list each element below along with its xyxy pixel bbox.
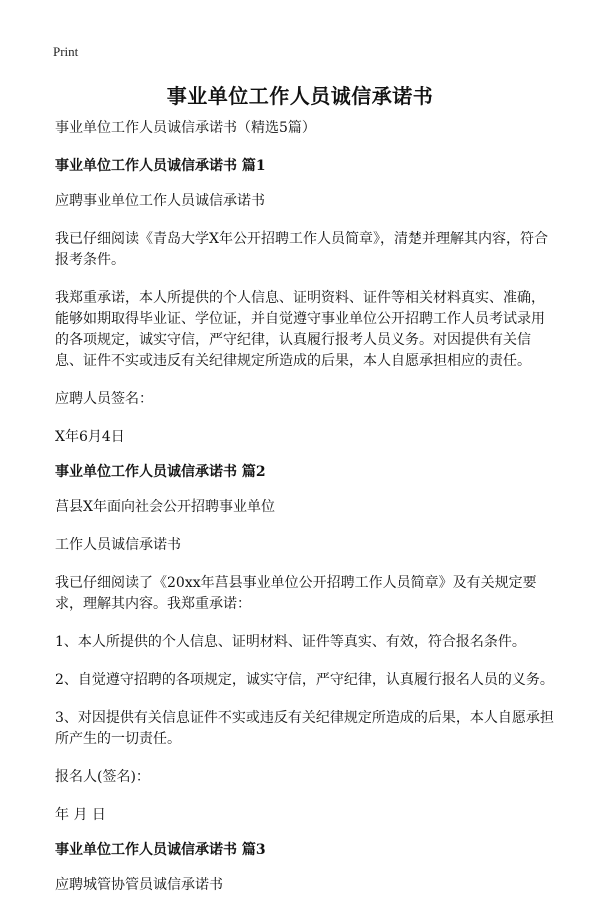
section-3-heading: 事业单位工作人员诚信承诺书 篇3 xyxy=(55,842,266,858)
document-title: 事业单位工作人员诚信承诺书 xyxy=(166,84,434,108)
section-3-paragraph-1: 应聘城管协管员诚信承诺书 xyxy=(55,877,223,893)
section-2-item-3: 3、对因提供有关信息证件不实或违反有关纪律规定所造成的后果，本人自愿承担所产生的一切责任。 xyxy=(55,710,554,747)
section-1-heading: 事业单位工作人员诚信承诺书 篇1 xyxy=(55,158,266,174)
section-2-paragraph-2: 工作人员诚信承诺书 xyxy=(55,537,181,553)
section-2-paragraph-3: 我已仔细阅读了《20xx年莒县事业单位公开招聘工作人员简章》及有关规定要求，理解其内容。我郑重承诺： xyxy=(55,575,537,612)
section-1-paragraph-1: 应聘事业单位工作人员诚信承诺书 xyxy=(55,193,265,209)
section-1-paragraph-2: 我已仔细阅读《青岛大学X年公开招聘工作人员简章》，清楚并理解其内容，符合报考条件。 xyxy=(55,231,548,268)
document-subtitle: 事业单位工作人员诚信承诺书（精选5篇） xyxy=(55,120,316,136)
section-2-paragraph-1: 莒县X年面向社会公开招聘事业单位 xyxy=(55,499,275,515)
section-2-item-1: 1、本人所提供的个人信息、证明材料、证件等真实、有效，符合报名条件。 xyxy=(55,634,526,650)
section-2-signature-label: 报名人(签名)： xyxy=(55,769,150,785)
section-1-date: X年6月4日 xyxy=(55,429,125,445)
section-2-date: 年 月 日 xyxy=(55,807,106,823)
section-2-item-2: 2、自觉遵守招聘的各项规定，诚实守信，严守纪律，认真履行报名人员的义务。 xyxy=(55,672,554,688)
document-body xyxy=(55,118,555,913)
print-label: Print xyxy=(53,44,79,59)
section-1-signature-label: 应聘人员签名： xyxy=(55,391,153,407)
section-2-heading: 事业单位工作人员诚信承诺书 篇2 xyxy=(55,464,266,480)
section-1-paragraph-3: 我郑重承诺，本人所提供的个人信息、证明资料、证件等相关材料真实、准确，能够如期取得毕业证、学位证，并自觉遵守事业单位公开招聘工作人员考试录用的各项规定，诚实守信，严守纪律，认真履行报考人员义务。对因提供有关信息、证件不实或违反有关纪律规定所造成的后果，本人自愿承担相应的责任。 xyxy=(55,290,545,369)
